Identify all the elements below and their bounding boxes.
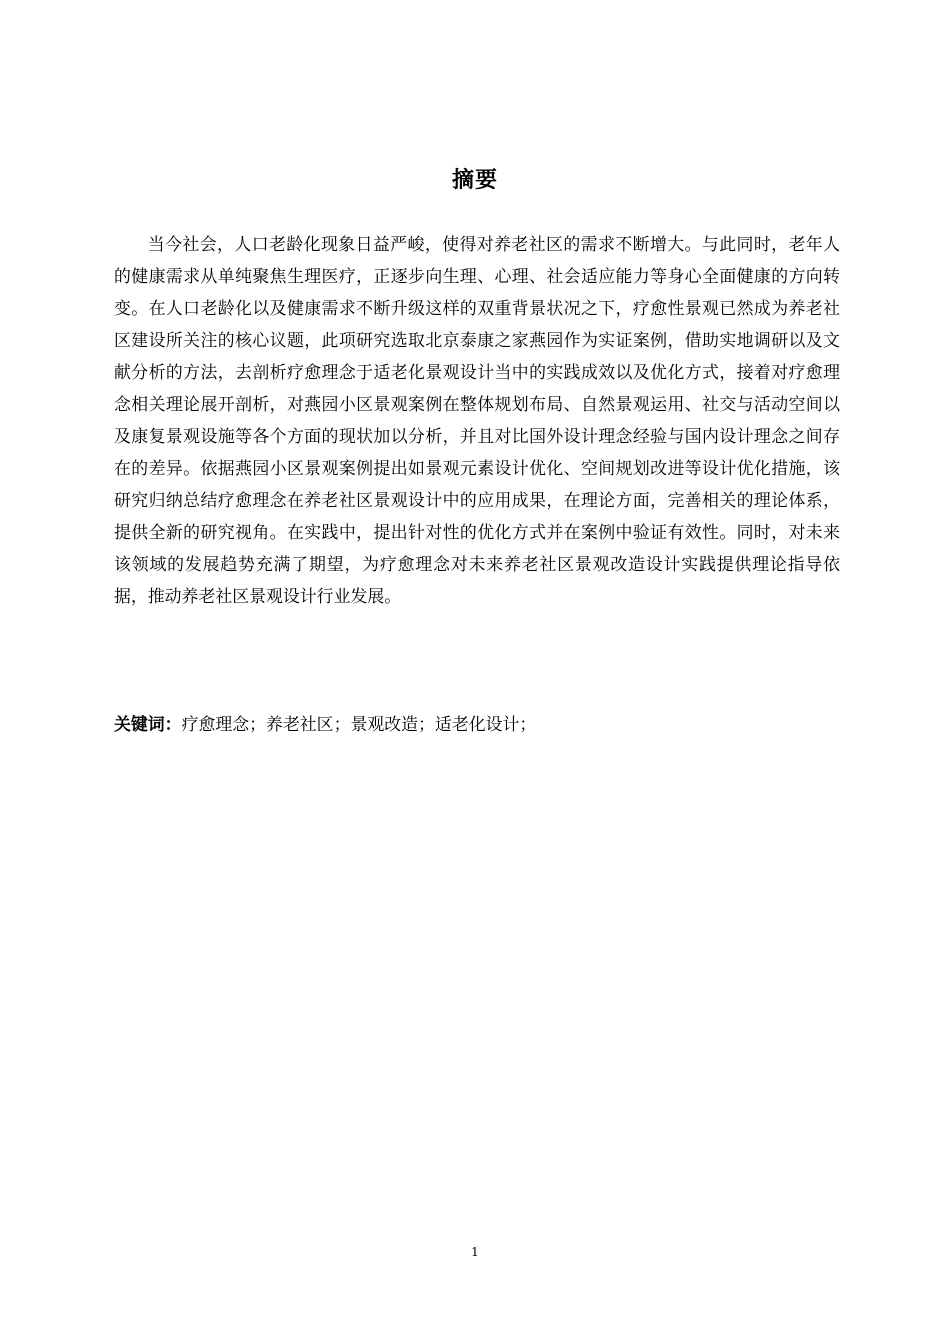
abstract-paragraph: 当今社会，人口老龄化现象日益严峻，使得对养老社区的需求不断增大。与此同时，老年人的健康需求从单纯聚焦生理医疗，正逐步向生理、心理、社会适应能力等身心全面健康的方向转变。在人口老龄化以及健康需求不断升级这样的双重背景状况之下，疗愈性景观已然成为养老社区建设所关注的核心议题，此项研究选取北京泰康之家燕园作为实证案例，借助实地调研以及文献分析的方法，去剖析疗愈理念于适老化景观设计当中的实践成效以及优化方式，接着对疗愈理念相关理论展开剖析，对燕园小区景观案例在整体规划布局、自然景观运用、社交与活动空间以及康复景观设施等各个方面的现状加以分析，并且对比国外设计理念经验与国内设计理念之间存在的差异。依据燕园小区景观案例提出如景观元素设计优化、空间规划改进等设计优化措施，该研究归纳总结疗愈理念在养老社区景观设计中的应用成果，在理论方面，完善相关的理论体系，提供全新的研究视角。在实践中，提出针对性的优化方式并在案例中验证有效性。同时，对未来该领域的发展趋势充满了期望，为疗愈理念对未来养老社区景观改造设计实践提供理论指导依据，推动养老社区景观设计行业发展。	[114, 234, 840, 606]
keywords-line	[114, 708, 840, 740]
keywords-text: 疗愈理念；养老社区；景观改造；适老化设计；	[181, 714, 537, 734]
keywords-label: 关键词：	[114, 714, 182, 734]
abstract-title: 摘要	[451, 168, 498, 193]
page-number: 1	[471, 1245, 479, 1259]
